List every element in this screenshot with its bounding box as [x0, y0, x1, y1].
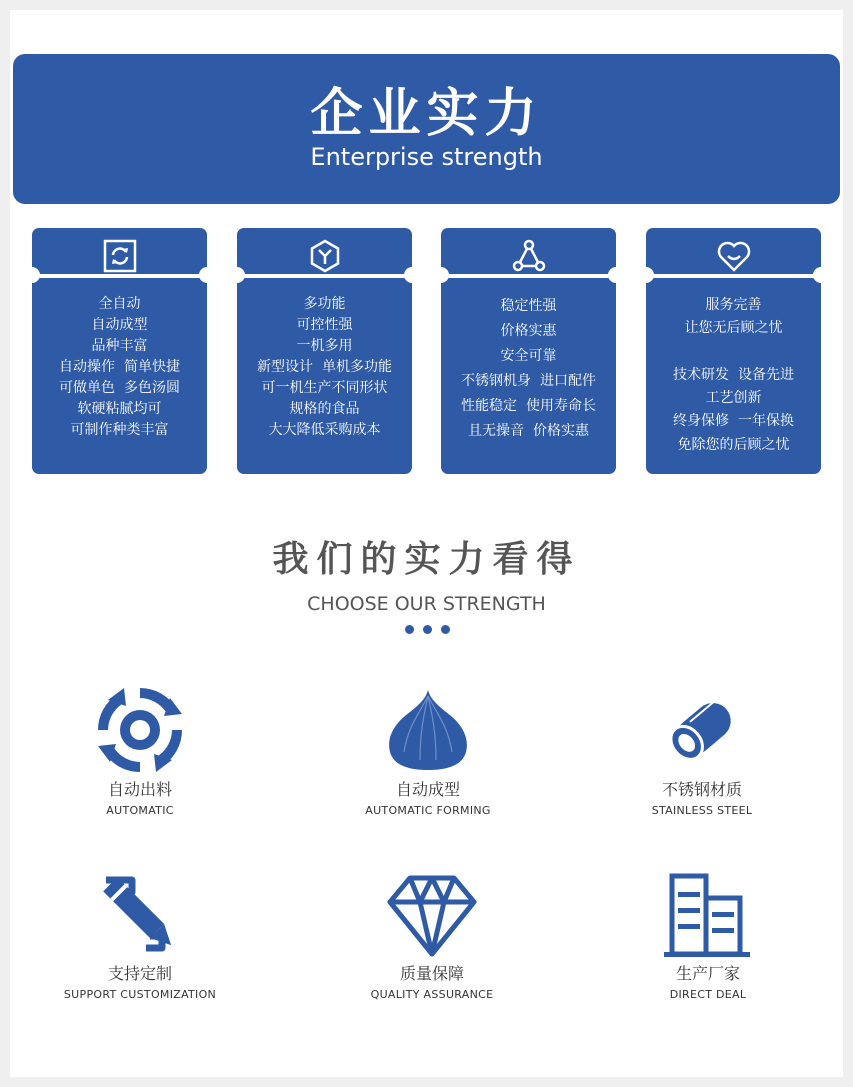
steel-pipe-icon [654, 682, 750, 778]
card-line: 全自动 [98, 296, 141, 312]
card-divider [237, 274, 412, 278]
feature-direct [598, 864, 818, 1002]
feature-card-stability [441, 228, 616, 474]
card-line: 规格的食品 [289, 401, 360, 417]
card-divider [646, 274, 821, 278]
card-line: 安全可靠 [500, 348, 557, 364]
card-line: 新型设计 单机多功能 [257, 359, 392, 375]
feature-subtitle: AUTOMATIC [106, 804, 174, 817]
header-banner [13, 54, 840, 204]
heart-badge-icon [716, 238, 752, 274]
dot [441, 625, 450, 634]
feature-card-automatic [32, 228, 207, 474]
card-line: 一机多用 [296, 338, 353, 354]
feature-quality [322, 864, 542, 1002]
card-divider [441, 274, 616, 278]
card-line: 价格实惠 [500, 323, 557, 339]
card-line: 技术研发 设备先进 [673, 366, 794, 383]
section-subtitle: CHOOSE OUR STRENGTH [307, 593, 546, 615]
card-notch-left [24, 267, 40, 283]
section-title: 我们的实力看得 [272, 539, 581, 580]
card-divider [32, 274, 207, 278]
feature-subtitle: DIRECT DEAL [669, 988, 747, 1001]
card-line: 可制作种类丰富 [70, 422, 169, 438]
page-subtitle: Enterprise strength [310, 143, 543, 171]
buildings-icon [660, 866, 756, 962]
card-line: 多功能 [303, 296, 346, 312]
card-line: 大大降低采购成本 [268, 422, 381, 438]
card-line: 品种丰富 [91, 338, 148, 354]
card-line: 自动成型 [91, 317, 148, 333]
feature-title: 不锈钢材质 [661, 780, 742, 799]
card-line: 终身保修 一年保换 [673, 413, 794, 430]
card-line: 让您无后顾之忧 [684, 320, 783, 337]
card-line: 可一机生产不同形状 [261, 380, 388, 396]
feature-title: 支持定制 [107, 964, 172, 983]
card-line: 服务完善 [705, 297, 762, 313]
hexagon-y-icon [307, 238, 343, 274]
card-line [646, 341, 821, 364]
card-notch-left [229, 267, 245, 283]
refresh-icon [102, 238, 138, 274]
feature-card-multifunction [237, 228, 412, 474]
card-notch-right [813, 267, 829, 283]
card-notch-right [608, 267, 624, 283]
card-line: 免除您的后顾之忧 [677, 436, 790, 453]
dot [405, 625, 414, 634]
card-line: 工艺创新 [705, 390, 762, 407]
card-line: 不锈钢机身 进口配件 [461, 373, 596, 389]
feature-subtitle: QUALITY ASSURANCE [370, 988, 494, 1001]
section-dots [405, 625, 450, 634]
feature-stainless [592, 680, 812, 818]
feature-forming [318, 680, 538, 818]
card-line: 可做单色 多色汤圆 [59, 380, 180, 396]
feature-card-service [646, 228, 821, 474]
dumpling-icon [380, 682, 476, 778]
feature-title: 自动出料 [107, 780, 172, 799]
feature-title: 生产厂家 [675, 964, 740, 983]
feature-subtitle: SUPPORT CUSTOMIZATION [63, 988, 217, 1001]
pencil-ruler-icon [92, 866, 188, 962]
card-notch-right [404, 267, 420, 283]
feature-customization [30, 864, 250, 1002]
feature-title: 自动成型 [395, 780, 460, 799]
card-notch-left [433, 267, 449, 283]
diamond-icon [384, 866, 480, 962]
page-title: 企业实力 [310, 84, 543, 144]
card-notch-right [199, 267, 215, 283]
card-line: 自动操作 简单快捷 [59, 359, 180, 375]
feature-subtitle: AUTOMATIC FORMING [365, 804, 491, 817]
card-line: 稳定性强 [500, 298, 557, 314]
card-line: 性能稳定 使用寿命长 [461, 398, 596, 414]
gear-cycle-icon [92, 682, 188, 778]
feature-title: 质量保障 [399, 964, 464, 983]
dot [423, 625, 432, 634]
card-line: 可控性强 [296, 317, 353, 333]
feature-subtitle: STAINLESS STEEL [651, 804, 753, 817]
card-line: 软硬粘腻均可 [77, 401, 162, 417]
card-line: 且无操音 价格实惠 [468, 423, 589, 439]
triangle-nodes-icon [511, 238, 547, 274]
feature-automatic [30, 680, 250, 818]
card-notch-left [638, 267, 654, 283]
